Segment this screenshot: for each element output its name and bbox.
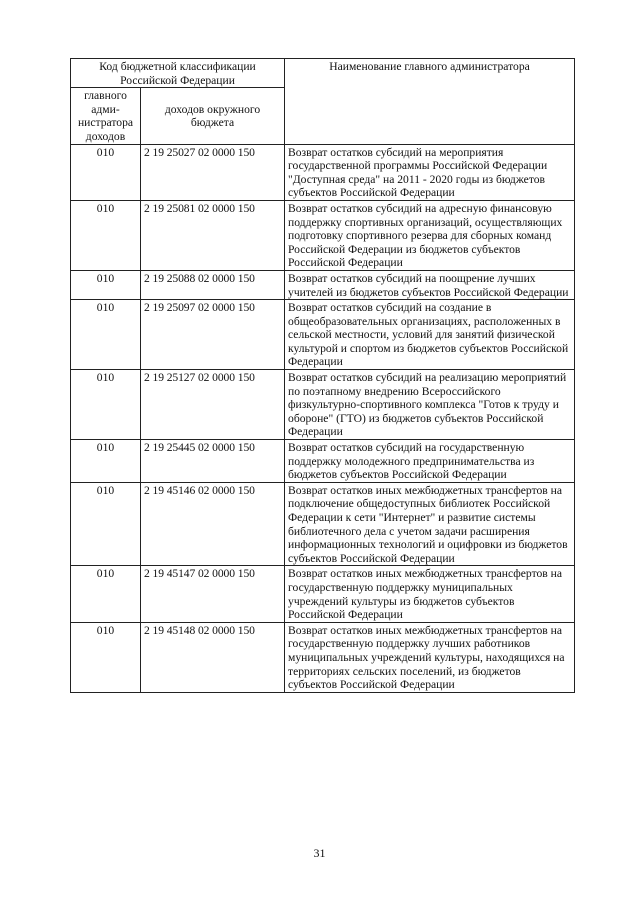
income-code-cell: 2 19 25088 02 0000 150 bbox=[141, 270, 285, 299]
income-code-cell: 2 19 45148 02 0000 150 bbox=[141, 622, 285, 692]
header-group-label: Код бюджетной классификации Российской Федерации bbox=[71, 59, 285, 88]
income-code-cell: 2 19 25127 02 0000 150 bbox=[141, 370, 285, 440]
admin-code-cell: 010 bbox=[71, 440, 141, 483]
table-row bbox=[71, 300, 575, 370]
administrator-name-cell: Возврат остатков субсидий на создание в общеобразовательных организациях, расположенных в сельской местности, условий для занятий физической культурой и спортом из бюджетов субъектов Российской Федерации bbox=[285, 300, 575, 370]
income-code-cell: 2 19 25445 02 0000 150 bbox=[141, 440, 285, 483]
table-row bbox=[71, 144, 575, 200]
admin-code-cell: 010 bbox=[71, 370, 141, 440]
table-row bbox=[71, 440, 575, 483]
admin-code-cell: 010 bbox=[71, 270, 141, 299]
income-code-cell: 2 19 25097 02 0000 150 bbox=[141, 300, 285, 370]
table-row bbox=[71, 566, 575, 622]
income-code-cell: 2 19 45146 02 0000 150 bbox=[141, 482, 285, 566]
administrator-name-cell: Возврат остатков субсидий на адресную финансовую поддержку спортивных организаций, осуществляющих подготовку спортивного резерва для сборных команд Российской Федерации из бюджетов субъектов Российской Федерации bbox=[285, 200, 575, 270]
table-row bbox=[71, 622, 575, 692]
income-code-cell: 2 19 25081 02 0000 150 bbox=[141, 200, 285, 270]
admin-code-cell: 010 bbox=[71, 144, 141, 200]
header-row-group bbox=[71, 59, 575, 88]
table-row bbox=[71, 370, 575, 440]
table-row bbox=[71, 270, 575, 299]
page-number: 31 bbox=[313, 846, 326, 860]
header-name-column: Наименование главного администратора bbox=[285, 59, 575, 145]
table-row bbox=[71, 200, 575, 270]
administrator-name-cell: Возврат остатков иных межбюджетных трансфертов на государственную поддержку лучших работников муниципальных учреждений культуры, находящихся на территориях сельских поселений, из бюджетов субъектов Российской Федерации bbox=[285, 622, 575, 692]
administrator-name-cell: Возврат остатков субсидий на мероприятия государственной программы Российской Федерации "Доступная среда" на 2011 - 2020 годы из бюджетов субъектов Российской Федерации bbox=[285, 144, 575, 200]
administrator-name-cell: Возврат остатков субсидий на государственную поддержку молодежного предпринимательства из бюджетов субъектов Российской Федерации bbox=[285, 440, 575, 483]
budget-classification-table bbox=[70, 58, 575, 693]
income-code-cell: 2 19 25027 02 0000 150 bbox=[141, 144, 285, 200]
administrator-name-cell: Возврат остатков иных межбюджетных трансфертов на подключение общедоступных библиотек Российской Федерации к сети "Интернет" и развитие системы библиотечного дела с учетом задачи расширения информационных технологий и оцифровки из бюджетов субъектов Российской Федерации bbox=[285, 482, 575, 566]
header-income-column: доходов окружного бюджета bbox=[141, 88, 285, 144]
admin-code-cell: 010 bbox=[71, 622, 141, 692]
income-code-cell: 2 19 45147 02 0000 150 bbox=[141, 566, 285, 622]
admin-code-cell: 010 bbox=[71, 300, 141, 370]
admin-code-cell: 010 bbox=[71, 566, 141, 622]
table-row bbox=[71, 482, 575, 566]
administrator-name-cell: Возврат остатков субсидий на поощрение лучших учителей из бюджетов субъектов Российской Федерации bbox=[285, 270, 575, 299]
administrator-name-cell: Возврат остатков субсидий на реализацию мероприятий по поэтапному внедрению Всероссийского физкультурно-спортивного комплекса "Готов к труду и обороне" (ГТО) из бюджетов субъектов Российской Федерации bbox=[285, 370, 575, 440]
admin-code-cell: 010 bbox=[71, 200, 141, 270]
admin-code-cell: 010 bbox=[71, 482, 141, 566]
administrator-name-cell: Возврат остатков иных межбюджетных трансфертов на государственную поддержку муниципальных учреждений культуры из бюджетов субъектов Российской Федерации bbox=[285, 566, 575, 622]
header-admin-column: главного адми-нистратора доходов bbox=[71, 88, 141, 144]
